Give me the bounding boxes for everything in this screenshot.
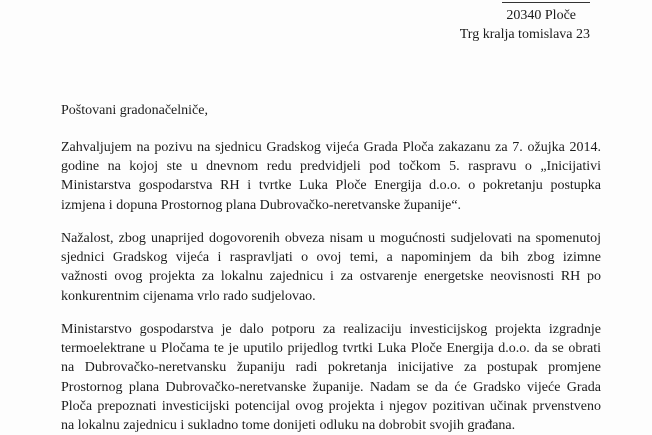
paragraph-line: važnosti ovog projekta za lokalnu zajednicu i za ostvarenje energetske neovisnosti RH po: [61, 269, 601, 285]
paragraph-line: Nažalost, zbog unaprijed dogovorenih obveza nisam u mogućnosti sudjelovati na spomenutoj: [61, 231, 601, 246]
paragraph-line: Zahvaljujem na pozivu na sjednicu Gradskog vijeća Grada Ploča zakazanu za 7. ožujka 2014.: [61, 140, 601, 155]
paragraph-1: [61, 138, 601, 215]
salutation: Poštovani gradonačelniče,: [61, 103, 208, 118]
paragraph-line: izmjena i dopuna Prostornog plana Dubrovačko-neretvanske županije“.: [61, 197, 462, 213]
paragraph-2: [61, 229, 601, 306]
paragraph-line: Ministarstvo gospodarstva je dalo potporu za realizaciju investicijskog projekta izgradnje: [61, 322, 601, 337]
paragraph-line: Ministarstva gospodarstva RH i tvrtke Luka Ploče Energija d.o.o. o pokretanju postupka: [61, 178, 601, 194]
postal-code-city: 20340 Ploče: [502, 2, 590, 25]
paragraph-line: na Dubrovačko-neretvansku županiju radi pokretanja inicijative za postupak promjene: [61, 360, 601, 376]
paragraph-line: termoelektrane u Pločama te je uputilo prijedlog tvrtki Luka Ploče Energija d.o.o. da se obrati: [61, 341, 601, 357]
paragraph-line: na lokalnu zajednicu i sukladno tome donijeti odluku na dobrobit svojih građana.: [61, 418, 516, 434]
paragraph-3: [61, 320, 601, 435]
paragraph-line: godine na kojoj ste u dnevnom redu predvidjeli pod točkom 5. raspravu o „Inicijativi: [61, 159, 601, 175]
sender-address: [460, 2, 590, 44]
paragraph-line: sjednici Gradskog vijeća i raspravljati o ovoj temi, a napominjem da bih zbog izimne: [61, 250, 601, 266]
paragraph-line: konkurentnim cijenama vrlo rado sudjelovao.: [61, 288, 316, 304]
paragraph-line: Prostornog plana Dubrovačko-neretvanske županije. Nadam se da će Gradsko vijeće Grada: [61, 379, 601, 395]
street-address: Trg kralja tomislava 23: [459, 27, 590, 42]
paragraph-line: Ploča prepoznati investicijski potencijal ovog projekta i njegov pozitivan učinak prvenstveno: [61, 398, 601, 414]
